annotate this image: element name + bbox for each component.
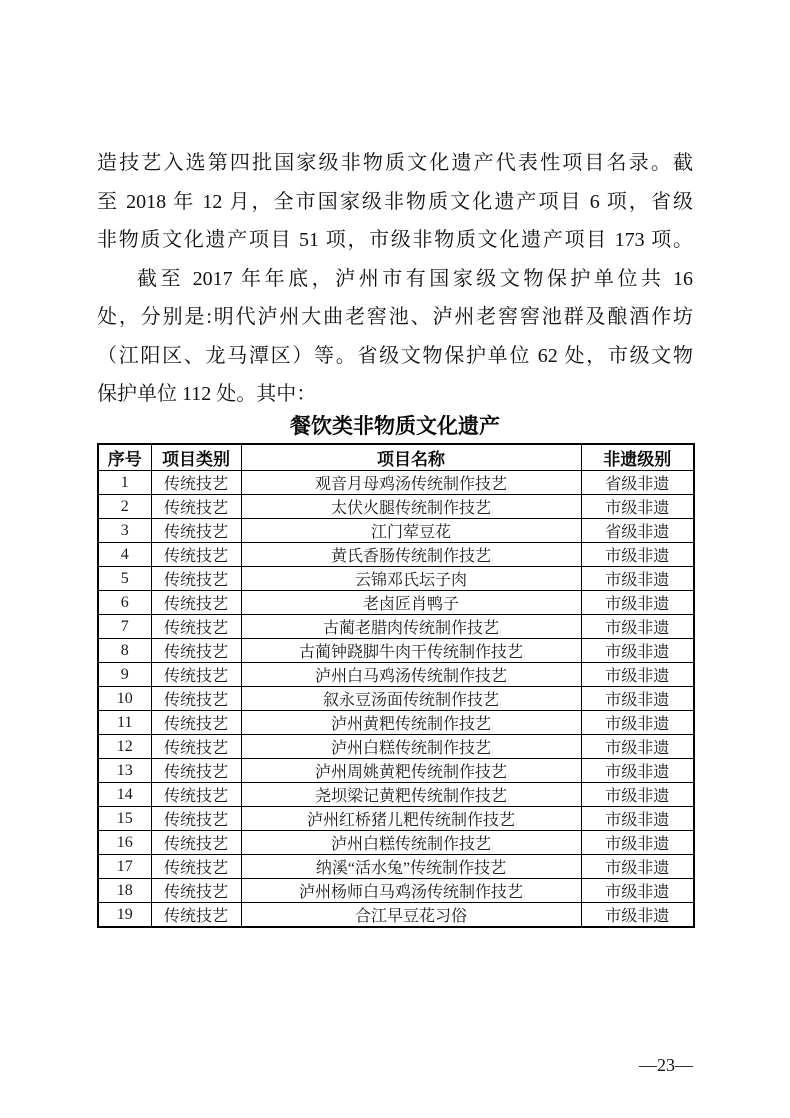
cell-name: 合江早豆花习俗 — [241, 903, 581, 928]
heritage-table — [97, 443, 695, 928]
cell-index: 15 — [98, 807, 151, 831]
cell-name: 老卤匠肖鸭子 — [241, 591, 581, 615]
cell-category: 传统技艺 — [151, 855, 241, 879]
cell-level: 省级非遗 — [581, 471, 694, 495]
cell-name: 云锦邓氏坛子肉 — [241, 567, 581, 591]
column-header-level: 非遗级别 — [581, 444, 694, 471]
table-row — [98, 615, 694, 639]
cell-index: 4 — [98, 543, 151, 567]
cell-level: 市级非遗 — [581, 567, 694, 591]
cell-category: 传统技艺 — [151, 759, 241, 783]
cell-level: 市级非遗 — [581, 855, 694, 879]
cell-name: 尧坝梁记黄粑传统制作技艺 — [241, 783, 581, 807]
cell-name: 泸州周姚黄粑传统制作技艺 — [241, 759, 581, 783]
cell-category: 传统技艺 — [151, 879, 241, 903]
column-header-name: 项目名称 — [241, 444, 581, 471]
cell-index: 6 — [98, 591, 151, 615]
cell-index: 5 — [98, 567, 151, 591]
cell-name: 叙永豆汤面传统制作技艺 — [241, 687, 581, 711]
table-row — [98, 831, 694, 855]
cell-index: 3 — [98, 519, 151, 543]
cell-level: 市级非遗 — [581, 711, 694, 735]
cell-name: 泸州白糕传统制作技艺 — [241, 735, 581, 759]
cell-category: 传统技艺 — [151, 639, 241, 663]
cell-category: 传统技艺 — [151, 519, 241, 543]
cell-category: 传统技艺 — [151, 543, 241, 567]
cell-name: 黄氏香肠传统制作技艺 — [241, 543, 581, 567]
cell-level: 市级非遗 — [581, 783, 694, 807]
cell-level: 市级非遗 — [581, 735, 694, 759]
cell-index: 2 — [98, 495, 151, 519]
cell-index: 7 — [98, 615, 151, 639]
cell-name: 古蔺钟跷脚牛肉干传统制作技艺 — [241, 639, 581, 663]
cell-name: 江门荤豆花 — [241, 519, 581, 543]
text-line: 截至 2017 年年底，泸州市有国家级文物保护单位共 16 — [137, 267, 693, 290]
cell-level: 市级非遗 — [581, 831, 694, 855]
cell-category: 传统技艺 — [151, 687, 241, 711]
text-line: （江阳区、龙马潭区）等。省级文物保护单位 62 处，市级文物 — [97, 344, 693, 367]
cell-index: 18 — [98, 879, 151, 903]
cell-category: 传统技艺 — [151, 903, 241, 928]
cell-index: 11 — [98, 711, 151, 735]
cell-level: 市级非遗 — [581, 495, 694, 519]
cell-index: 1 — [98, 471, 151, 495]
cell-level: 市级非遗 — [581, 903, 694, 928]
cell-category: 传统技艺 — [151, 831, 241, 855]
text-line: 处，分别是:明代泸州大曲老窖池、泸州老窖窖池群及酿酒作坊 — [97, 306, 693, 328]
cell-level: 市级非遗 — [581, 543, 694, 567]
cell-index: 17 — [98, 855, 151, 879]
table-row — [98, 759, 694, 783]
cell-level: 市级非遗 — [581, 639, 694, 663]
cell-index: 10 — [98, 687, 151, 711]
cell-name: 古蔺老腊肉传统制作技艺 — [241, 615, 581, 639]
text-line: 造技艺入选第四批国家级非物质文化遗产代表性项目名录。截 — [97, 152, 693, 174]
cell-name: 泸州白糕传统制作技艺 — [241, 831, 581, 855]
cell-name: 泸州杨师白马鸡汤传统制作技艺 — [241, 879, 581, 903]
cell-category: 传统技艺 — [151, 471, 241, 495]
cell-name: 泸州红桥猪儿粑传统制作技艺 — [241, 807, 581, 831]
table-row — [98, 639, 694, 663]
paragraph-1 — [97, 144, 693, 260]
cell-category: 传统技艺 — [151, 783, 241, 807]
table-row — [98, 567, 694, 591]
cell-level: 市级非遗 — [581, 759, 694, 783]
table-row — [98, 903, 694, 928]
cell-category: 传统技艺 — [151, 663, 241, 687]
cell-level: 省级非遗 — [581, 519, 694, 543]
cell-category: 传统技艺 — [151, 735, 241, 759]
cell-category: 传统技艺 — [151, 495, 241, 519]
table-row — [98, 687, 694, 711]
table-body — [98, 471, 694, 928]
cell-name: 太伏火腿传统制作技艺 — [241, 495, 581, 519]
table-row — [98, 855, 694, 879]
cell-level: 市级非遗 — [581, 807, 694, 831]
text-line: 至 2018 年 12 月，全市国家级非物质文化遗产项目 6 项，省级 — [97, 190, 693, 213]
cell-level: 市级非遗 — [581, 591, 694, 615]
cell-index: 16 — [98, 831, 151, 855]
table-row — [98, 471, 694, 495]
column-header-category: 项目类别 — [151, 444, 241, 471]
body-text — [97, 144, 693, 414]
cell-index: 13 — [98, 759, 151, 783]
cell-index: 9 — [98, 663, 151, 687]
cell-index: 8 — [98, 639, 151, 663]
paragraph-2 — [97, 260, 693, 414]
cell-name: 纳溪“活水兔”传统制作技艺 — [241, 855, 581, 879]
cell-category: 传统技艺 — [151, 807, 241, 831]
table-row — [98, 663, 694, 687]
table-row — [98, 495, 694, 519]
table-row — [98, 783, 694, 807]
cell-index: 14 — [98, 783, 151, 807]
table-row — [98, 591, 694, 615]
cell-category: 传统技艺 — [151, 591, 241, 615]
table-row — [98, 879, 694, 903]
text-line: 非物质文化遗产项目 51 项，市级非物质文化遗产项目 173 项。 — [97, 229, 693, 251]
cell-level: 市级非遗 — [581, 879, 694, 903]
text-line: 保护单位 112 处。其中： — [97, 383, 317, 405]
table-row — [98, 543, 694, 567]
table-row — [98, 711, 694, 735]
table-title: 餐饮类非物质文化遗产 — [290, 415, 500, 438]
cell-category: 传统技艺 — [151, 711, 241, 735]
cell-name: 泸州黄粑传统制作技艺 — [241, 711, 581, 735]
cell-level: 市级非遗 — [581, 663, 694, 687]
table-row — [98, 519, 694, 543]
cell-category: 传统技艺 — [151, 567, 241, 591]
cell-level: 市级非遗 — [581, 687, 694, 711]
cell-name: 泸州白马鸡汤传统制作技艺 — [241, 663, 581, 687]
cell-name: 观音月母鸡汤传统制作技艺 — [241, 471, 581, 495]
table-row — [98, 735, 694, 759]
column-header-index: 序号 — [98, 444, 151, 471]
table-row — [98, 807, 694, 831]
cell-level: 市级非遗 — [581, 615, 694, 639]
cell-category: 传统技艺 — [151, 615, 241, 639]
page-number: —23— — [639, 1055, 693, 1075]
table-header-row — [98, 444, 694, 471]
cell-index: 12 — [98, 735, 151, 759]
cell-index: 19 — [98, 903, 151, 928]
